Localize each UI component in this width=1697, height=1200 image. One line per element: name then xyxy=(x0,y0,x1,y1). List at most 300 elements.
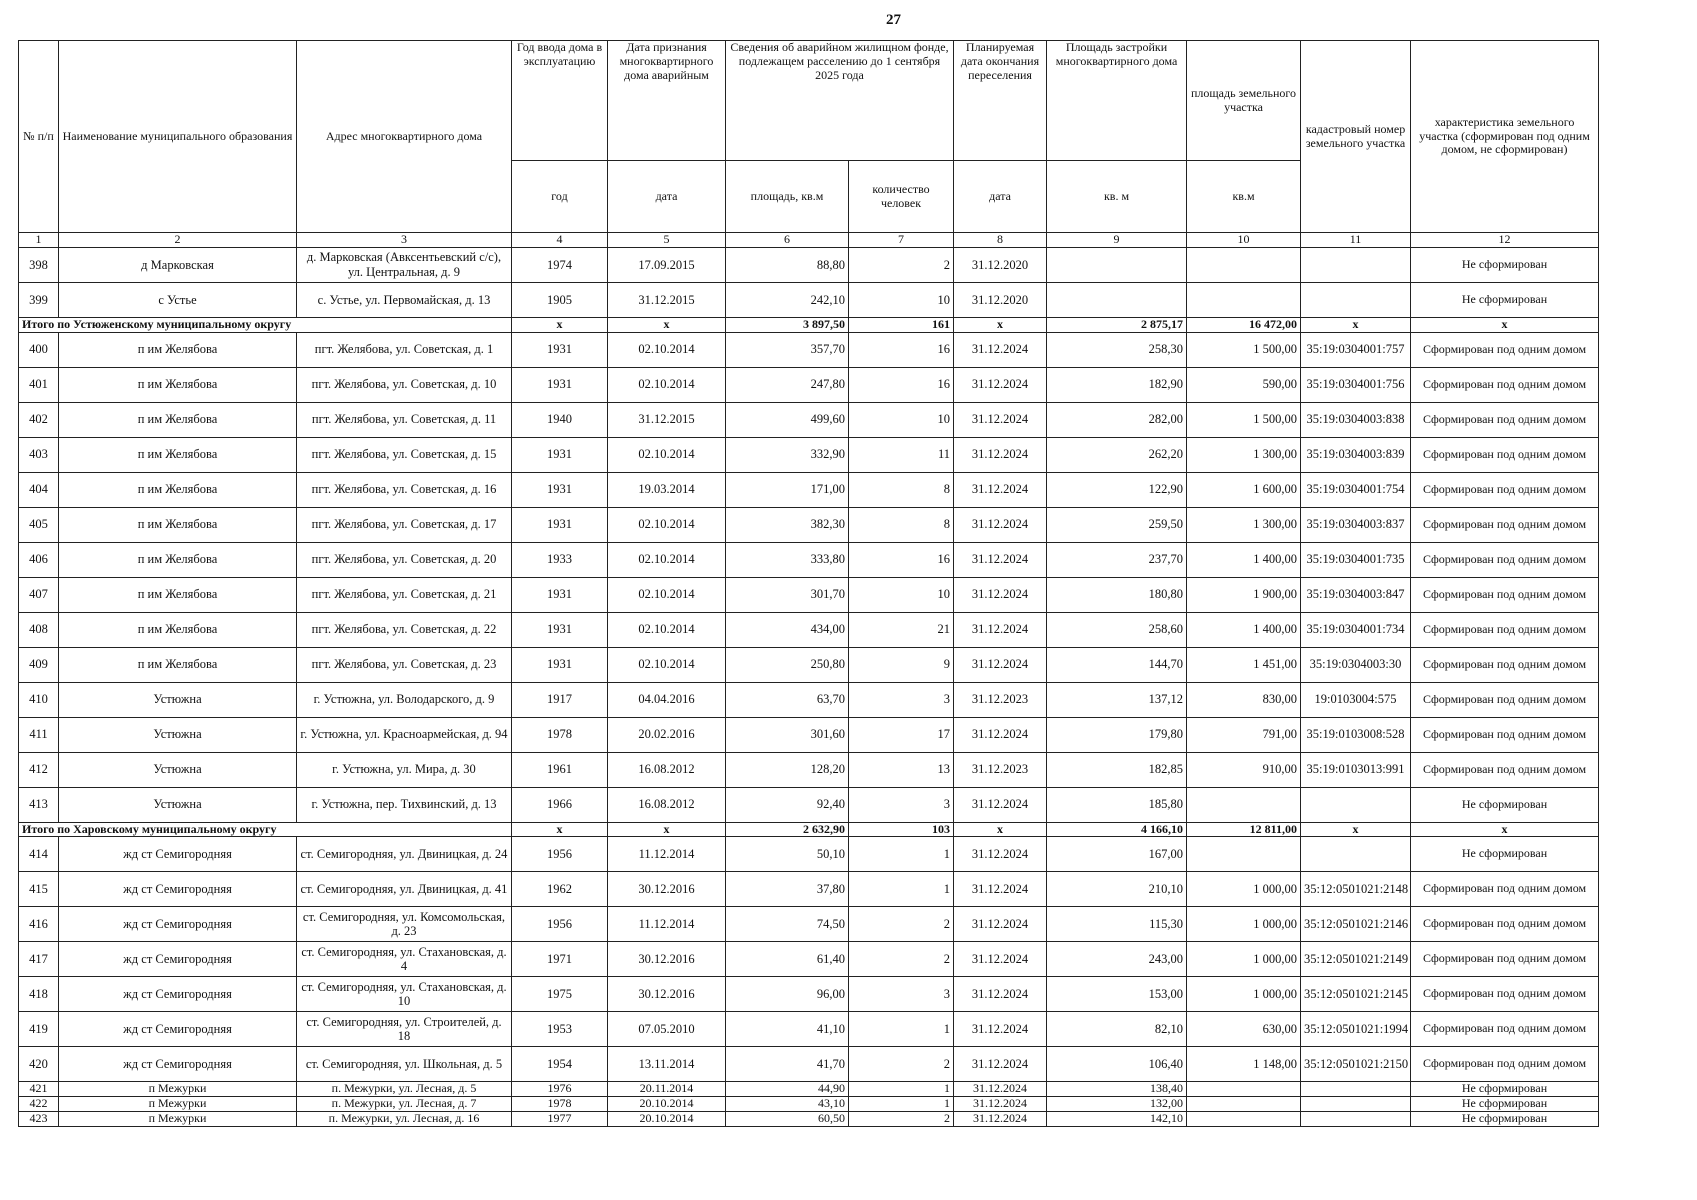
row-number: 420 xyxy=(19,1047,59,1082)
building-area: 185,80 xyxy=(1047,787,1187,822)
subtotal-characteristic: x xyxy=(1411,317,1599,332)
municipality: п им Желябова xyxy=(59,472,297,507)
planned-end-date: 31.12.2024 xyxy=(954,367,1047,402)
year-built: 1978 xyxy=(512,1097,608,1112)
emergency-date: 31.12.2015 xyxy=(608,402,726,437)
subheader-area: площадь, кв.м xyxy=(726,161,849,233)
year-built: 1966 xyxy=(512,787,608,822)
emergency-date: 02.10.2014 xyxy=(608,332,726,367)
cadastral-number xyxy=(1301,837,1411,872)
municipality: жд ст Семигородняя xyxy=(59,872,297,907)
column-number: 2 xyxy=(59,233,297,248)
year-built: 1961 xyxy=(512,752,608,787)
land-area xyxy=(1187,837,1301,872)
emergency-date: 13.11.2014 xyxy=(608,1047,726,1082)
cadastral-number: 35:19:0304003:839 xyxy=(1301,437,1411,472)
year-built: 1974 xyxy=(512,247,608,282)
building-area: 282,00 xyxy=(1047,402,1187,437)
living-area: 44,90 xyxy=(726,1082,849,1097)
address: п. Межурки, ул. Лесная, д. 5 xyxy=(297,1082,512,1097)
planned-end-date: 31.12.2024 xyxy=(954,1097,1047,1112)
living-area: 242,10 xyxy=(726,282,849,317)
emergency-date: 30.12.2016 xyxy=(608,977,726,1012)
subtotal-cadastral: x xyxy=(1301,317,1411,332)
planned-end-date: 31.12.2024 xyxy=(954,507,1047,542)
column-number: 7 xyxy=(849,233,954,248)
land-area xyxy=(1187,787,1301,822)
people-count: 1 xyxy=(849,872,954,907)
people-count: 1 xyxy=(849,837,954,872)
land-characteristic: Сформирован под одним домом xyxy=(1411,542,1599,577)
address: д. Марковская (Авксентьевский с/с), ул. Центральная, д. 9 xyxy=(297,247,512,282)
living-area: 301,70 xyxy=(726,577,849,612)
table-row xyxy=(19,247,1599,282)
address: г. Устюжна, ул. Красноармейская, д. 94 xyxy=(297,717,512,752)
living-area: 37,80 xyxy=(726,872,849,907)
land-characteristic: Не сформирован xyxy=(1411,837,1599,872)
column-number: 8 xyxy=(954,233,1047,248)
building-area: 179,80 xyxy=(1047,717,1187,752)
row-number: 415 xyxy=(19,872,59,907)
municipality: п им Желябова xyxy=(59,542,297,577)
people-count: 9 xyxy=(849,647,954,682)
table-row xyxy=(19,437,1599,472)
header-number: № п/п xyxy=(19,41,59,233)
land-area: 1 000,00 xyxy=(1187,977,1301,1012)
column-number: 10 xyxy=(1187,233,1301,248)
address: г. Устюжна, ул. Мира, д. 30 xyxy=(297,752,512,787)
emergency-date: 11.12.2014 xyxy=(608,907,726,942)
land-area: 1 400,00 xyxy=(1187,612,1301,647)
land-characteristic: Сформирован под одним домом xyxy=(1411,472,1599,507)
subtotal-building-area: 2 875,17 xyxy=(1047,317,1187,332)
building-area: 106,40 xyxy=(1047,1047,1187,1082)
people-count: 2 xyxy=(849,247,954,282)
planned-end-date: 31.12.2024 xyxy=(954,612,1047,647)
living-area: 128,20 xyxy=(726,752,849,787)
table-row xyxy=(19,367,1599,402)
year-built: 1978 xyxy=(512,717,608,752)
row-number: 399 xyxy=(19,282,59,317)
building-area: 182,85 xyxy=(1047,752,1187,787)
subtotal-people: 161 xyxy=(849,317,954,332)
cadastral-number: 35:19:0304001:734 xyxy=(1301,612,1411,647)
year-built: 1977 xyxy=(512,1111,608,1126)
subtotal-end: x xyxy=(954,317,1047,332)
table-row xyxy=(19,282,1599,317)
building-area xyxy=(1047,247,1187,282)
land-characteristic: Не сформирован xyxy=(1411,1111,1599,1126)
subtotal-row xyxy=(19,822,1599,837)
planned-end-date: 31.12.2024 xyxy=(954,787,1047,822)
emergency-date: 02.10.2014 xyxy=(608,542,726,577)
table-row xyxy=(19,647,1599,682)
subtotal-label: Итого по Устюженскому муниципальному округу xyxy=(19,317,512,332)
cadastral-number: 19:0103004:575 xyxy=(1301,682,1411,717)
row-number: 421 xyxy=(19,1082,59,1097)
building-area: 258,30 xyxy=(1047,332,1187,367)
year-built: 1931 xyxy=(512,437,608,472)
table-row xyxy=(19,402,1599,437)
land-area: 1 451,00 xyxy=(1187,647,1301,682)
land-area xyxy=(1187,1111,1301,1126)
planned-end-date: 31.12.2024 xyxy=(954,647,1047,682)
living-area: 41,10 xyxy=(726,1012,849,1047)
row-number: 407 xyxy=(19,577,59,612)
row-number: 418 xyxy=(19,977,59,1012)
cadastral-number: 35:19:0304001:735 xyxy=(1301,542,1411,577)
table-row xyxy=(19,507,1599,542)
subheader-land-sqm: кв.м xyxy=(1187,161,1301,233)
municipality: п им Желябова xyxy=(59,647,297,682)
building-area: 243,00 xyxy=(1047,942,1187,977)
subtotal-row xyxy=(19,317,1599,332)
living-area: 41,70 xyxy=(726,1047,849,1082)
emergency-date: 11.12.2014 xyxy=(608,837,726,872)
living-area: 434,00 xyxy=(726,612,849,647)
people-count: 2 xyxy=(849,1111,954,1126)
building-area: 144,70 xyxy=(1047,647,1187,682)
people-count: 16 xyxy=(849,332,954,367)
header-municipality: Наименование муниципального образования xyxy=(59,41,297,233)
subheader-people: количество человек xyxy=(849,161,954,233)
living-area: 63,70 xyxy=(726,682,849,717)
address: г. Устюжна, ул. Володарского, д. 9 xyxy=(297,682,512,717)
emergency-housing-table xyxy=(18,40,1599,1127)
subtotal-people: 103 xyxy=(849,822,954,837)
year-built: 1940 xyxy=(512,402,608,437)
emergency-date: 17.09.2015 xyxy=(608,247,726,282)
subtotal-cadastral: x xyxy=(1301,822,1411,837)
row-number: 410 xyxy=(19,682,59,717)
municipality: жд ст Семигородняя xyxy=(59,942,297,977)
emergency-date: 19.03.2014 xyxy=(608,472,726,507)
address: п. Межурки, ул. Лесная, д. 7 xyxy=(297,1097,512,1112)
column-number: 4 xyxy=(512,233,608,248)
year-built: 1917 xyxy=(512,682,608,717)
cadastral-number: 35:19:0304001:754 xyxy=(1301,472,1411,507)
table-row xyxy=(19,1097,1599,1112)
subtotal-building-area: 4 166,10 xyxy=(1047,822,1187,837)
living-area: 60,50 xyxy=(726,1111,849,1126)
column-number: 12 xyxy=(1411,233,1599,248)
subheader-end-date: дата xyxy=(954,161,1047,233)
land-area: 630,00 xyxy=(1187,1012,1301,1047)
land-characteristic: Сформирован под одним домом xyxy=(1411,367,1599,402)
living-area: 332,90 xyxy=(726,437,849,472)
living-area: 382,30 xyxy=(726,507,849,542)
column-number: 9 xyxy=(1047,233,1187,248)
planned-end-date: 31.12.2024 xyxy=(954,1111,1047,1126)
year-built: 1931 xyxy=(512,332,608,367)
land-area xyxy=(1187,282,1301,317)
address: пгт. Желябова, ул. Советская, д. 16 xyxy=(297,472,512,507)
people-count: 16 xyxy=(849,542,954,577)
land-characteristic: Сформирован под одним домом xyxy=(1411,752,1599,787)
address: пгт. Желябова, ул. Советская, д. 10 xyxy=(297,367,512,402)
people-count: 1 xyxy=(849,1082,954,1097)
municipality: жд ст Семигородняя xyxy=(59,1012,297,1047)
row-number: 405 xyxy=(19,507,59,542)
address: п. Межурки, ул. Лесная, д. 16 xyxy=(297,1111,512,1126)
table-row xyxy=(19,682,1599,717)
table-body xyxy=(19,247,1599,1126)
planned-end-date: 31.12.2024 xyxy=(954,332,1047,367)
cadastral-number xyxy=(1301,787,1411,822)
subheader-year: год xyxy=(512,161,608,233)
subtotal-characteristic: x xyxy=(1411,822,1599,837)
planned-end-date: 31.12.2024 xyxy=(954,1047,1047,1082)
building-area: 137,12 xyxy=(1047,682,1187,717)
emergency-date: 02.10.2014 xyxy=(608,437,726,472)
row-number: 419 xyxy=(19,1012,59,1047)
planned-end-date: 31.12.2024 xyxy=(954,472,1047,507)
planned-end-date: 31.12.2024 xyxy=(954,1082,1047,1097)
building-area: 138,40 xyxy=(1047,1082,1187,1097)
land-area xyxy=(1187,1082,1301,1097)
header-column-numbers xyxy=(19,233,1599,248)
people-count: 17 xyxy=(849,717,954,752)
municipality: Устюжна xyxy=(59,717,297,752)
cadastral-number: 35:19:0304003:30 xyxy=(1301,647,1411,682)
land-characteristic: Не сформирован xyxy=(1411,1082,1599,1097)
subtotal-date: x xyxy=(608,822,726,837)
planned-end-date: 31.12.2023 xyxy=(954,752,1047,787)
emergency-date: 02.10.2014 xyxy=(608,612,726,647)
cadastral-number xyxy=(1301,1097,1411,1112)
year-built: 1931 xyxy=(512,507,608,542)
year-built: 1905 xyxy=(512,282,608,317)
municipality: п им Желябова xyxy=(59,577,297,612)
building-area: 262,20 xyxy=(1047,437,1187,472)
header-land-area: площадь земельного участка xyxy=(1187,41,1301,161)
emergency-date: 20.02.2016 xyxy=(608,717,726,752)
municipality: д Марковская xyxy=(59,247,297,282)
cadastral-number: 35:12:0501021:2150 xyxy=(1301,1047,1411,1082)
emergency-date: 16.08.2012 xyxy=(608,752,726,787)
living-area: 247,80 xyxy=(726,367,849,402)
cadastral-number: 35:19:0304003:837 xyxy=(1301,507,1411,542)
land-area: 1 600,00 xyxy=(1187,472,1301,507)
building-area: 142,10 xyxy=(1047,1111,1187,1126)
municipality: Устюжна xyxy=(59,787,297,822)
address: пгт. Желябова, ул. Советская, д. 1 xyxy=(297,332,512,367)
municipality: п им Желябова xyxy=(59,437,297,472)
row-number: 409 xyxy=(19,647,59,682)
address: ст. Семигородняя, ул. Стахановская, д. 10 xyxy=(297,977,512,1012)
subtotal-area: 2 632,90 xyxy=(726,822,849,837)
cadastral-number: 35:12:0501021:2145 xyxy=(1301,977,1411,1012)
land-area: 1 300,00 xyxy=(1187,437,1301,472)
table-row xyxy=(19,907,1599,942)
year-built: 1931 xyxy=(512,647,608,682)
people-count: 13 xyxy=(849,752,954,787)
subtotal-area: 3 897,50 xyxy=(726,317,849,332)
emergency-date: 02.10.2014 xyxy=(608,507,726,542)
address: г. Устюжна, пер. Тихвинский, д. 13 xyxy=(297,787,512,822)
table-row xyxy=(19,332,1599,367)
subtotal-land-area: 16 472,00 xyxy=(1187,317,1301,332)
address: ст. Семигородняя, ул. Двиницкая, д. 41 xyxy=(297,872,512,907)
column-number: 5 xyxy=(608,233,726,248)
land-characteristic: Не сформирован xyxy=(1411,247,1599,282)
row-number: 413 xyxy=(19,787,59,822)
land-area: 1 000,00 xyxy=(1187,907,1301,942)
living-area: 171,00 xyxy=(726,472,849,507)
year-built: 1954 xyxy=(512,1047,608,1082)
planned-end-date: 31.12.2024 xyxy=(954,577,1047,612)
table-row xyxy=(19,942,1599,977)
table-row xyxy=(19,717,1599,752)
land-characteristic: Сформирован под одним домом xyxy=(1411,647,1599,682)
address: пгт. Желябова, ул. Советская, д. 23 xyxy=(297,647,512,682)
planned-end-date: 31.12.2024 xyxy=(954,837,1047,872)
table-row xyxy=(19,837,1599,872)
land-characteristic: Сформирован под одним домом xyxy=(1411,402,1599,437)
planned-end-date: 31.12.2024 xyxy=(954,907,1047,942)
land-characteristic: Сформирован под одним домом xyxy=(1411,437,1599,472)
year-built: 1931 xyxy=(512,577,608,612)
table-row xyxy=(19,1082,1599,1097)
year-built: 1931 xyxy=(512,472,608,507)
building-area: 167,00 xyxy=(1047,837,1187,872)
year-built: 1931 xyxy=(512,367,608,402)
planned-end-date: 31.12.2023 xyxy=(954,682,1047,717)
planned-end-date: 31.12.2020 xyxy=(954,247,1047,282)
people-count: 2 xyxy=(849,942,954,977)
page-number: 27 xyxy=(886,12,901,28)
municipality: п Межурки xyxy=(59,1097,297,1112)
table-row xyxy=(19,1012,1599,1047)
subtotal-year: x xyxy=(512,822,608,837)
row-number: 416 xyxy=(19,907,59,942)
address: ст. Семигородняя, ул. Строителей, д. 18 xyxy=(297,1012,512,1047)
people-count: 11 xyxy=(849,437,954,472)
emergency-date: 20.10.2014 xyxy=(608,1097,726,1112)
year-built: 1933 xyxy=(512,542,608,577)
land-characteristic: Сформирован под одним домом xyxy=(1411,577,1599,612)
row-number: 411 xyxy=(19,717,59,752)
header-building-area: Площадь застройки многоквартирного дома xyxy=(1047,41,1187,161)
row-number: 402 xyxy=(19,402,59,437)
land-characteristic: Сформирован под одним домом xyxy=(1411,682,1599,717)
cadastral-number: 35:19:0304001:757 xyxy=(1301,332,1411,367)
header-address: Адрес многоквартирного дома xyxy=(297,41,512,233)
land-characteristic: Сформирован под одним домом xyxy=(1411,872,1599,907)
row-number: 398 xyxy=(19,247,59,282)
people-count: 8 xyxy=(849,472,954,507)
land-area xyxy=(1187,1097,1301,1112)
building-area: 115,30 xyxy=(1047,907,1187,942)
address: с. Устье, ул. Первомайская, д. 13 xyxy=(297,282,512,317)
living-area: 499,60 xyxy=(726,402,849,437)
table-row xyxy=(19,577,1599,612)
table-row xyxy=(19,787,1599,822)
land-characteristic: Не сформирован xyxy=(1411,1097,1599,1112)
table-row xyxy=(19,472,1599,507)
building-area: 180,80 xyxy=(1047,577,1187,612)
subheader-building-sqm: кв. м xyxy=(1047,161,1187,233)
land-characteristic: Сформирован под одним домом xyxy=(1411,332,1599,367)
living-area: 88,80 xyxy=(726,247,849,282)
address: пгт. Желябова, ул. Советская, д. 17 xyxy=(297,507,512,542)
column-number: 3 xyxy=(297,233,512,248)
living-area: 357,70 xyxy=(726,332,849,367)
building-area: 153,00 xyxy=(1047,977,1187,1012)
table-row xyxy=(19,752,1599,787)
living-area: 43,10 xyxy=(726,1097,849,1112)
table-row xyxy=(19,872,1599,907)
cadastral-number: 35:19:0103008:528 xyxy=(1301,717,1411,752)
cadastral-number: 35:19:0304003:847 xyxy=(1301,577,1411,612)
land-area: 791,00 xyxy=(1187,717,1301,752)
cadastral-number xyxy=(1301,1111,1411,1126)
people-count: 1 xyxy=(849,1097,954,1112)
header-emergency-fund: Сведения об аварийном жилищном фонде, подлежащем расселению до 1 сентября 2025 года xyxy=(726,41,954,161)
land-area: 830,00 xyxy=(1187,682,1301,717)
header-emergency-date: Дата признания многоквартирного дома аварийным xyxy=(608,41,726,161)
emergency-date: 02.10.2014 xyxy=(608,367,726,402)
municipality: Устюжна xyxy=(59,752,297,787)
planned-end-date: 31.12.2024 xyxy=(954,1012,1047,1047)
building-area: 82,10 xyxy=(1047,1012,1187,1047)
cadastral-number: 35:12:0501021:1994 xyxy=(1301,1012,1411,1047)
year-built: 1962 xyxy=(512,872,608,907)
year-built: 1956 xyxy=(512,907,608,942)
land-characteristic: Сформирован под одним домом xyxy=(1411,907,1599,942)
emergency-date: 16.08.2012 xyxy=(608,787,726,822)
planned-end-date: 31.12.2024 xyxy=(954,717,1047,752)
column-number: 6 xyxy=(726,233,849,248)
table-row xyxy=(19,1111,1599,1126)
subtotal-land-area: 12 811,00 xyxy=(1187,822,1301,837)
cadastral-number: 35:19:0304003:838 xyxy=(1301,402,1411,437)
municipality: жд ст Семигородняя xyxy=(59,907,297,942)
municipality: п им Желябова xyxy=(59,612,297,647)
row-number: 414 xyxy=(19,837,59,872)
table-row xyxy=(19,612,1599,647)
year-built: 1931 xyxy=(512,612,608,647)
people-count: 2 xyxy=(849,1047,954,1082)
land-area: 1 900,00 xyxy=(1187,577,1301,612)
subtotal-label: Итого по Харовскому муниципальному округу xyxy=(19,822,512,837)
people-count: 21 xyxy=(849,612,954,647)
living-area: 301,60 xyxy=(726,717,849,752)
people-count: 16 xyxy=(849,367,954,402)
row-number: 408 xyxy=(19,612,59,647)
emergency-date: 30.12.2016 xyxy=(608,872,726,907)
municipality: п Межурки xyxy=(59,1111,297,1126)
living-area: 74,50 xyxy=(726,907,849,942)
emergency-date: 20.10.2014 xyxy=(608,1111,726,1126)
address: пгт. Желябова, ул. Советская, д. 22 xyxy=(297,612,512,647)
address: ст. Семигородняя, ул. Школьная, д. 5 xyxy=(297,1047,512,1082)
people-count: 10 xyxy=(849,282,954,317)
cadastral-number: 35:12:0501021:2149 xyxy=(1301,942,1411,977)
living-area: 50,10 xyxy=(726,837,849,872)
municipality: п им Желябова xyxy=(59,367,297,402)
row-number: 403 xyxy=(19,437,59,472)
row-number: 400 xyxy=(19,332,59,367)
municipality: жд ст Семигородняя xyxy=(59,977,297,1012)
row-number: 412 xyxy=(19,752,59,787)
cadastral-number xyxy=(1301,247,1411,282)
header-planned-end: Планируемая дата окончания переселения xyxy=(954,41,1047,161)
emergency-date: 31.12.2015 xyxy=(608,282,726,317)
cadastral-number xyxy=(1301,282,1411,317)
planned-end-date: 31.12.2024 xyxy=(954,872,1047,907)
land-area: 1 148,00 xyxy=(1187,1047,1301,1082)
